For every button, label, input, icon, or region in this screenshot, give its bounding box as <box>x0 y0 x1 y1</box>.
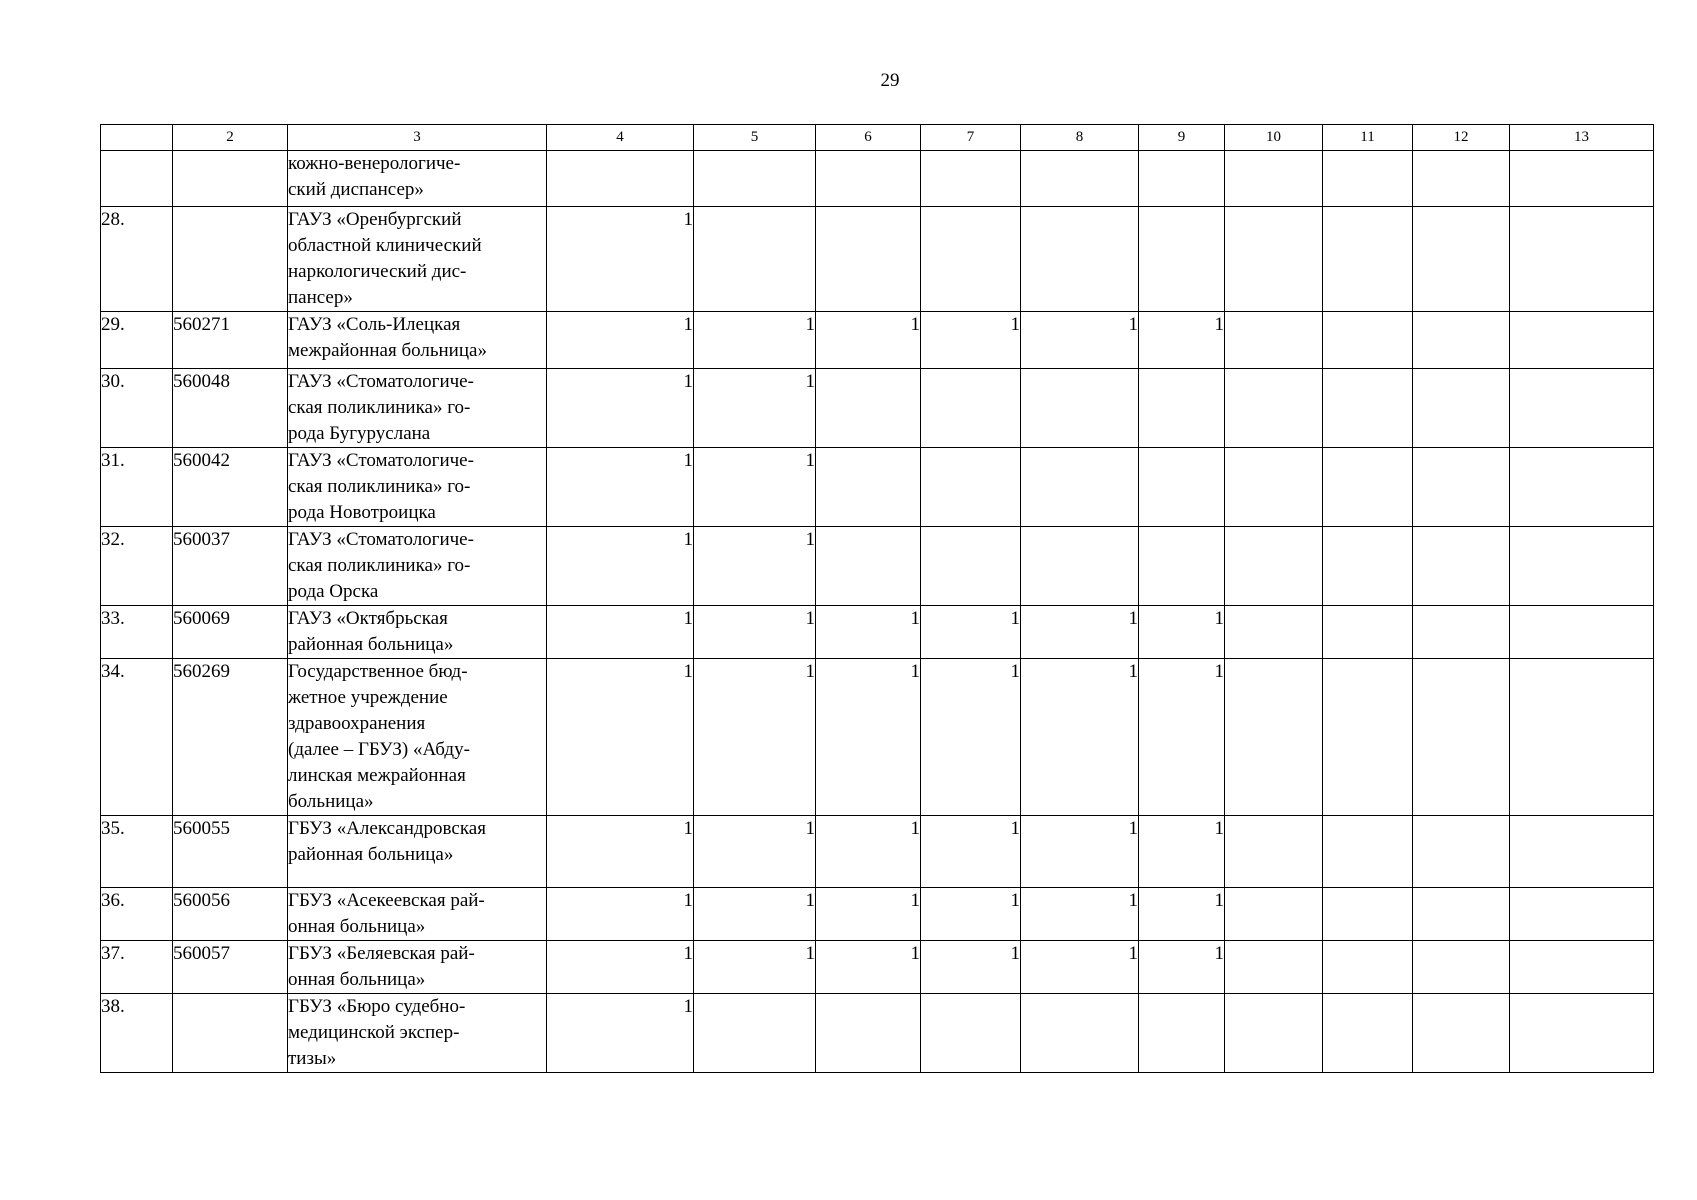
mark-cell: 1 <box>1139 659 1225 816</box>
mark-cell <box>1510 888 1654 941</box>
column-header: 2 <box>173 125 288 151</box>
mark-cell: 1 <box>547 888 694 941</box>
facility-name-line: ГБУЗ «Беляевская рай- <box>288 943 475 964</box>
mark-cell <box>1139 527 1225 606</box>
mark-cell <box>816 151 921 207</box>
facility-name-line: межрайонная больница» <box>288 340 487 361</box>
column-header: 4 <box>547 125 694 151</box>
mark-cell <box>1510 151 1654 207</box>
mark-cell: 1 <box>921 312 1021 369</box>
mark-cell <box>1510 606 1654 659</box>
column-header: 9 <box>1139 125 1225 151</box>
facility-name-line: онная больница» <box>288 969 426 990</box>
mark-cell <box>1413 994 1510 1073</box>
table-row <box>101 527 1654 606</box>
mark-cell <box>1021 994 1139 1073</box>
mark-cell <box>694 207 816 312</box>
mark-cell <box>1225 606 1323 659</box>
facility-name-line: рода Бугуруслана <box>288 423 431 444</box>
mark-cell: 1 <box>547 448 694 527</box>
mark-cell <box>1510 312 1654 369</box>
mark-cell: 1 <box>694 369 816 448</box>
facility-code <box>173 151 288 207</box>
mark-cell <box>1413 659 1510 816</box>
row-number: 28. <box>101 207 173 312</box>
facility-name <box>288 816 547 888</box>
facility-code: 560069 <box>173 606 288 659</box>
facility-name-line: Государственное бюд- <box>288 661 468 682</box>
mark-cell <box>1510 941 1654 994</box>
mark-cell: 1 <box>547 207 694 312</box>
facility-name <box>288 606 547 659</box>
mark-cell <box>1510 448 1654 527</box>
mark-cell <box>1225 941 1323 994</box>
facility-name-line: рода Новотроицка <box>288 502 436 523</box>
facility-table <box>100 124 1654 1073</box>
mark-cell <box>1225 207 1323 312</box>
facility-code <box>173 994 288 1073</box>
mark-cell <box>1510 369 1654 448</box>
mark-cell: 1 <box>1139 816 1225 888</box>
mark-cell: 1 <box>1139 941 1225 994</box>
facility-name-line: больница» <box>288 791 374 812</box>
facility-name <box>288 151 547 207</box>
mark-cell <box>1225 659 1323 816</box>
column-header <box>101 125 173 151</box>
mark-cell: 1 <box>694 888 816 941</box>
facility-name-line: (далее – ГБУЗ) «Абду- <box>288 739 470 760</box>
mark-cell <box>1413 606 1510 659</box>
row-number: 33. <box>101 606 173 659</box>
facility-name-line: районная больница» <box>288 844 454 865</box>
mark-cell: 1 <box>1021 816 1139 888</box>
facility-name <box>288 888 547 941</box>
mark-cell <box>1021 151 1139 207</box>
facility-name <box>288 448 547 527</box>
mark-cell <box>1225 888 1323 941</box>
facility-name-line: здравоохранения <box>288 713 426 734</box>
facility-name-line: жетное учреждение <box>288 687 448 708</box>
row-number: 37. <box>101 941 173 994</box>
mark-cell <box>816 369 921 448</box>
row-number: 32. <box>101 527 173 606</box>
mark-cell <box>1021 207 1139 312</box>
page-number: 29 <box>880 70 900 91</box>
column-header: 12 <box>1413 125 1510 151</box>
mark-cell <box>1413 207 1510 312</box>
table-row <box>101 312 1654 369</box>
table-row <box>101 207 1654 312</box>
mark-cell: 1 <box>1139 312 1225 369</box>
facility-name-line: рода Орска <box>288 581 379 602</box>
mark-cell <box>1413 312 1510 369</box>
column-header: 11 <box>1323 125 1413 151</box>
mark-cell: 1 <box>1021 659 1139 816</box>
mark-cell <box>816 448 921 527</box>
facility-name-line: медицинской экспер- <box>288 1022 460 1043</box>
mark-cell: 1 <box>547 606 694 659</box>
mark-cell: 1 <box>547 312 694 369</box>
mark-cell <box>1323 207 1413 312</box>
mark-cell: 1 <box>547 369 694 448</box>
mark-cell <box>694 151 816 207</box>
mark-cell <box>1323 527 1413 606</box>
mark-cell <box>1323 888 1413 941</box>
facility-code: 560269 <box>173 659 288 816</box>
facility-code: 560055 <box>173 816 288 888</box>
mark-cell <box>1021 369 1139 448</box>
mark-cell <box>547 151 694 207</box>
mark-cell: 1 <box>1139 606 1225 659</box>
mark-cell <box>1413 448 1510 527</box>
mark-cell: 1 <box>547 659 694 816</box>
row-number: 34. <box>101 659 173 816</box>
facility-name-line: ГБУЗ «Бюро судебно- <box>288 996 466 1017</box>
mark-cell: 1 <box>547 941 694 994</box>
mark-cell: 1 <box>547 527 694 606</box>
mark-cell <box>1413 888 1510 941</box>
column-header: 6 <box>816 125 921 151</box>
mark-cell <box>1510 994 1654 1073</box>
facility-code <box>173 207 288 312</box>
mark-cell <box>921 994 1021 1073</box>
mark-cell <box>694 994 816 1073</box>
facility-name-line: ский диспансер» <box>288 179 424 200</box>
mark-cell <box>816 527 921 606</box>
mark-cell <box>921 527 1021 606</box>
facility-code: 560048 <box>173 369 288 448</box>
table-row <box>101 888 1654 941</box>
facility-name-line: линская межрайонная <box>288 765 466 786</box>
mark-cell: 1 <box>547 816 694 888</box>
mark-cell <box>1139 151 1225 207</box>
mark-cell: 1 <box>921 816 1021 888</box>
mark-cell <box>1323 941 1413 994</box>
mark-cell <box>921 207 1021 312</box>
mark-cell: 1 <box>816 941 921 994</box>
facility-name-line: ГБУЗ «Александровская <box>288 818 486 839</box>
mark-cell <box>1323 606 1413 659</box>
mark-cell <box>1510 816 1654 888</box>
mark-cell <box>1413 527 1510 606</box>
mark-cell: 1 <box>921 941 1021 994</box>
facility-name-line: ская поликлиника» го- <box>288 476 471 497</box>
facility-name <box>288 312 547 369</box>
mark-cell <box>1225 527 1323 606</box>
facility-code: 560056 <box>173 888 288 941</box>
mark-cell <box>1323 448 1413 527</box>
mark-cell <box>1225 369 1323 448</box>
facility-name-line: районная больница» <box>288 634 454 655</box>
mark-cell: 1 <box>921 659 1021 816</box>
mark-cell: 1 <box>1021 941 1139 994</box>
mark-cell <box>1413 941 1510 994</box>
row-number <box>101 151 173 207</box>
facility-name-line: пансер» <box>288 287 353 308</box>
mark-cell: 1 <box>816 312 921 369</box>
facility-name-line: ГАУЗ «Стоматологиче- <box>288 450 474 471</box>
mark-cell: 1 <box>921 606 1021 659</box>
mark-cell <box>1510 659 1654 816</box>
row-number: 35. <box>101 816 173 888</box>
facility-name-line: тизы» <box>288 1048 337 1069</box>
mark-cell <box>816 207 921 312</box>
column-header: 10 <box>1225 125 1323 151</box>
mark-cell <box>1225 312 1323 369</box>
facility-code: 560271 <box>173 312 288 369</box>
facility-name <box>288 207 547 312</box>
row-number: 30. <box>101 369 173 448</box>
mark-cell <box>1323 816 1413 888</box>
mark-cell <box>1510 527 1654 606</box>
facility-name-line: онная больница» <box>288 916 426 937</box>
mark-cell <box>1225 448 1323 527</box>
facility-code: 560057 <box>173 941 288 994</box>
mark-cell <box>1139 994 1225 1073</box>
mark-cell: 1 <box>694 606 816 659</box>
facility-name-line: ГБУЗ «Асекеевская рай- <box>288 890 485 911</box>
mark-cell <box>1413 816 1510 888</box>
facility-name <box>288 659 547 816</box>
column-header: 3 <box>288 125 547 151</box>
row-number: 31. <box>101 448 173 527</box>
mark-cell <box>1323 994 1413 1073</box>
mark-cell: 1 <box>694 816 816 888</box>
facility-name-line: областной клинический <box>288 235 482 256</box>
mark-cell <box>1323 659 1413 816</box>
facility-name-line: кожно-венерологиче- <box>288 153 461 174</box>
mark-cell: 1 <box>816 606 921 659</box>
mark-cell <box>921 151 1021 207</box>
mark-cell <box>1323 312 1413 369</box>
mark-cell: 1 <box>694 312 816 369</box>
mark-cell: 1 <box>694 941 816 994</box>
facility-name-line: ГАУЗ «Оренбургский <box>288 209 462 230</box>
mark-cell <box>1323 369 1413 448</box>
mark-cell <box>1225 151 1323 207</box>
mark-cell: 1 <box>547 994 694 1073</box>
mark-cell: 1 <box>1139 888 1225 941</box>
header-row <box>101 125 1654 151</box>
table-row <box>101 369 1654 448</box>
mark-cell <box>1510 207 1654 312</box>
mark-cell: 1 <box>816 888 921 941</box>
column-header: 7 <box>921 125 1021 151</box>
mark-cell: 1 <box>1021 312 1139 369</box>
row-number: 36. <box>101 888 173 941</box>
facility-name-line: ГАУЗ «Соль-Илецкая <box>288 314 461 335</box>
mark-cell: 1 <box>921 888 1021 941</box>
mark-cell: 1 <box>816 816 921 888</box>
mark-cell <box>1021 527 1139 606</box>
facility-name-line: ская поликлиника» го- <box>288 397 471 418</box>
row-number: 29. <box>101 312 173 369</box>
mark-cell <box>816 994 921 1073</box>
mark-cell: 1 <box>694 527 816 606</box>
mark-cell: 1 <box>816 659 921 816</box>
mark-cell: 1 <box>694 448 816 527</box>
facility-name-line: наркологический дис- <box>288 261 467 282</box>
facility-code: 560042 <box>173 448 288 527</box>
facility-code: 560037 <box>173 527 288 606</box>
facility-name <box>288 994 547 1073</box>
table-row <box>101 448 1654 527</box>
mark-cell <box>1021 448 1139 527</box>
mark-cell <box>1225 994 1323 1073</box>
mark-cell <box>1139 369 1225 448</box>
mark-cell: 1 <box>1021 888 1139 941</box>
table-row <box>101 941 1654 994</box>
mark-cell <box>1139 207 1225 312</box>
table-row <box>101 606 1654 659</box>
mark-cell <box>921 369 1021 448</box>
mark-cell: 1 <box>1021 606 1139 659</box>
facility-name <box>288 369 547 448</box>
table-row <box>101 659 1654 816</box>
column-header: 8 <box>1021 125 1139 151</box>
row-number: 38. <box>101 994 173 1073</box>
mark-cell <box>1225 816 1323 888</box>
facility-name-line: ГАУЗ «Стоматологиче- <box>288 529 474 550</box>
table-row <box>101 816 1654 888</box>
table-row <box>101 994 1654 1073</box>
facility-name <box>288 941 547 994</box>
facility-name-line: ГАУЗ «Стоматологиче- <box>288 371 474 392</box>
facility-name-line: ская поликлиника» го- <box>288 555 471 576</box>
mark-cell <box>1323 151 1413 207</box>
mark-cell <box>1413 369 1510 448</box>
table-row <box>101 151 1654 207</box>
mark-cell <box>921 448 1021 527</box>
column-header: 5 <box>694 125 816 151</box>
mark-cell <box>1413 151 1510 207</box>
column-header: 13 <box>1510 125 1654 151</box>
facility-name <box>288 527 547 606</box>
mark-cell: 1 <box>694 659 816 816</box>
mark-cell <box>1139 448 1225 527</box>
facility-name-line: ГАУЗ «Октябрьская <box>288 608 448 629</box>
